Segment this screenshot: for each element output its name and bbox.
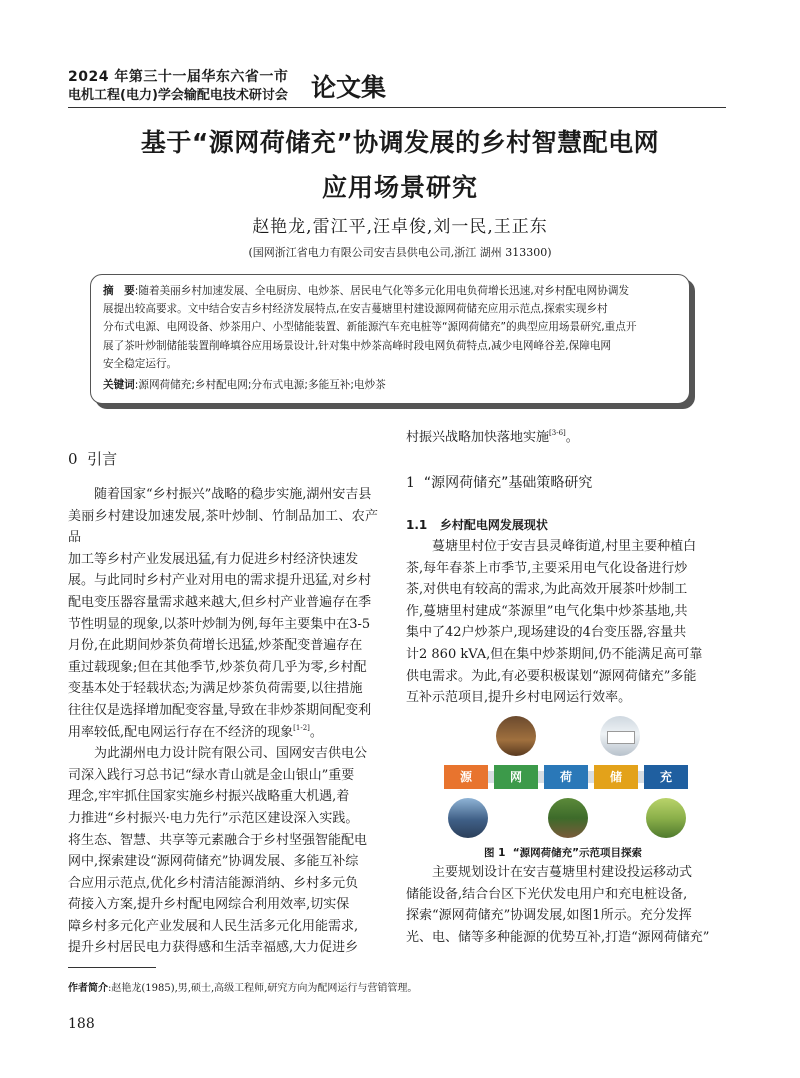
conference-name-line1: 2024 年第三十一届华东六省一市 (68, 69, 289, 85)
abstract-line: 展提出较高要求。文中结合安吉乡村经济发展特点,在安吉蔓塘里村建设源网荷储充应用示范点,探索实现乡村 (103, 303, 608, 316)
para-line: 将生态、智慧、共享等元素融合于乡村坚强智能配电 (68, 832, 368, 848)
para-line: 网中,探索建设“源网荷储充”协调发展、多能互补综 (68, 854, 359, 870)
para-line: 加工等乡村产业发展迅猛,有力促进乡村经济快速发 (68, 551, 359, 567)
author-list: 赵艳龙,雷江平,汪卓俊,刘一民,王正东 (252, 217, 548, 237)
para-line: 重过载现象;但在其他季节,炒茶负荷几乎为零,乡村配 (68, 659, 367, 675)
para-line: 蔓塘里村位于安吉县灵峰街道,村里主要种植白 (432, 539, 697, 554)
para-line: 作,蔓塘里村建成“茶源里”电气化集中炒茶基地,共 (406, 603, 688, 619)
para-line: 展。与此同时乡村产业对用电的需求提升迅猛,对乡村 (68, 573, 372, 589)
para-line: 供电需求。为此,有必要积极谋划“源网荷储充”多能 (406, 668, 697, 684)
section-heading-introduction: 0 引言 (68, 450, 118, 468)
para-line: 月份,在此期间炒茶负荷增长迅猛,炒茶配变普遍存在 (68, 638, 363, 654)
citation: [3-6] (549, 429, 566, 437)
continued-line: 村振兴战略加快落地实施[3-6]。 (406, 429, 579, 445)
conference-name-line2: 电机工程(电力)学会输配电技术研讨会 (68, 88, 288, 103)
abstract-line: 分布式电源、电网设备、炒茶用户、小型储能装置、新能源汽车充电桩等“源网荷储充”的典型应用场景研究,重点开 (103, 321, 637, 334)
keywords-text: 源网荷储充;乡村配电网;分布式电源;多能互补;电炒茶 (138, 379, 386, 391)
right-column-para-1 (406, 536, 720, 709)
affiliation: (国网浙江省电力有限公司安吉县供电公司,浙江 湖州 313300) (248, 246, 552, 259)
para-line: 互补示范项目,提升乡村电网运行效率。 (406, 690, 632, 706)
tea-workshop-photo (496, 716, 536, 756)
author-bio-footnote: 作者简介:赵艳龙(1985),男,硕士,高级工程师,研究方向为配网运行与营销管理。 (68, 983, 418, 994)
keywords-label: 关键词 (103, 379, 135, 391)
block-source: 源 (444, 765, 488, 789)
proceedings-label: 论文集 (311, 73, 387, 102)
para-line: 障乡村多元化产业发展和人民生活多元化用能需求, (68, 918, 359, 934)
para-line: 美丽乡村建设加速发展,茶叶炒制、竹制品加工、农产品 (68, 508, 378, 546)
paper-title-line1: 基于“源网荷储充”协调发展的乡村智慧配电网 (140, 128, 660, 157)
abstract-text (103, 282, 681, 373)
paper-title-line2: 应用场景研究 (321, 173, 478, 202)
para-line: 荷接入方案,提升乡村配电网综合利用效率,切实保 (68, 897, 350, 913)
footnote-rule (68, 967, 156, 968)
abstract-line: 安全稳定运行。 (103, 357, 178, 370)
para-line: 计2 860 kVA,但在集中炒茶期间,仍不能满足高可靠 (406, 646, 703, 662)
para-line: 合应用示范点,优化乡村清洁能源消纳、乡村多元负 (68, 875, 359, 891)
section-heading-1: 1 “源网荷储充”基础策略研究 (406, 475, 593, 491)
para-line: 司深入践行习总书记“绿水青山就是金山银山”重要 (68, 767, 355, 783)
abstract-label: 摘 要 (103, 285, 135, 297)
storage-truck-photo (600, 716, 640, 756)
para-line: 理念,牢牢抓住国家实施乡村振兴战略重大机遇,着 (68, 789, 350, 805)
truck-body (607, 731, 635, 744)
footnote-label: 作者简介 (68, 983, 108, 994)
subsection-heading-1-1: 1.1 乡村配电网发展现状 (406, 518, 548, 532)
abstract-box (90, 274, 690, 404)
para-line: 变基本处于轻载状态;为满足炒茶负荷需要,以往措施 (68, 681, 363, 697)
page-number: 188 (68, 1016, 95, 1032)
figure-1-caption: 图 1 “源网荷储充”示范项目探索 (483, 847, 643, 859)
para-line: 配电变压器容量需求越来越大,但乡村产业普遍存在季 (68, 594, 372, 610)
para-line: 提升乡村居民电力获得感和生活幸福感,大力促进乡 (68, 940, 359, 956)
right-column-para-2 (406, 862, 720, 948)
figure-1 (440, 712, 690, 840)
keywords: 关键词:源网荷储充;乡村配电网;分布式电源;多能互补;电炒茶 (103, 379, 386, 391)
solar-panel-photo (448, 798, 488, 838)
para-line: 主要规划设计在安吉蔓塘里村建设投运移动式 (432, 865, 693, 880)
para-line: 探索“源网荷储充”协调发展,如图1所示。充分发挥 (406, 908, 692, 924)
para-line: 光、电、储等多种能源的优势互补,打造“源网荷储充” (406, 929, 710, 945)
running-header (68, 62, 720, 106)
block-load: 荷 (544, 765, 588, 789)
block-storage: 储 (594, 765, 638, 789)
para-line: 茶,每年春茶上市季节,主要采用电气化设备进行炒 (406, 560, 688, 576)
para-line: 为此湖州电力设计院有限公司、国网安吉供电公 (94, 746, 368, 762)
left-column (68, 484, 378, 959)
block-grid: 网 (494, 765, 538, 789)
header-rule (68, 107, 726, 108)
para-line: 集中了42户炒茶户,现场建设的4台变压器,容量共 (406, 625, 687, 641)
para-line: 力推进“乡村振兴·电力先行”示范区建设深入实践。 (68, 810, 359, 826)
para-line: 随着国家“乡村振兴”战略的稳步实施,湖州安吉县 (94, 487, 372, 502)
citation: [1-2] (293, 723, 310, 732)
para-line: 往往仅是选择增加配变容量,导致在非炒茶期间配变利 (68, 702, 372, 718)
para-line: 储能设备,结合台区下光伏发电用户和充电桩设备, (406, 886, 688, 902)
para-line: 茶,对供电有较高的需求,为此高效开展茶叶炒制工 (406, 582, 688, 598)
abstract-line: 展了茶叶炒制储能装置削峰填谷应用场景设计,针对集中炒茶高峰时段电网负荷特点,减少电网峰谷差,保障电网 (103, 339, 612, 352)
tea-machines-photo (548, 798, 588, 838)
para-line: 用率较低,配电网运行存在不经济的现象[1-2]。 (68, 723, 323, 740)
charging-station-photo (646, 798, 686, 838)
para-line: 节性明显的现象,以茶叶炒制为例,每年主要集中在3-5 (68, 616, 371, 632)
block-charging: 充 (644, 765, 688, 789)
abstract-line: 摘 要:随着美丽乡村加速发展、全电厨房、电炒茶、居民电气化等多元化用电负荷增长迅速,对乡村配电网协调发 (103, 285, 630, 297)
